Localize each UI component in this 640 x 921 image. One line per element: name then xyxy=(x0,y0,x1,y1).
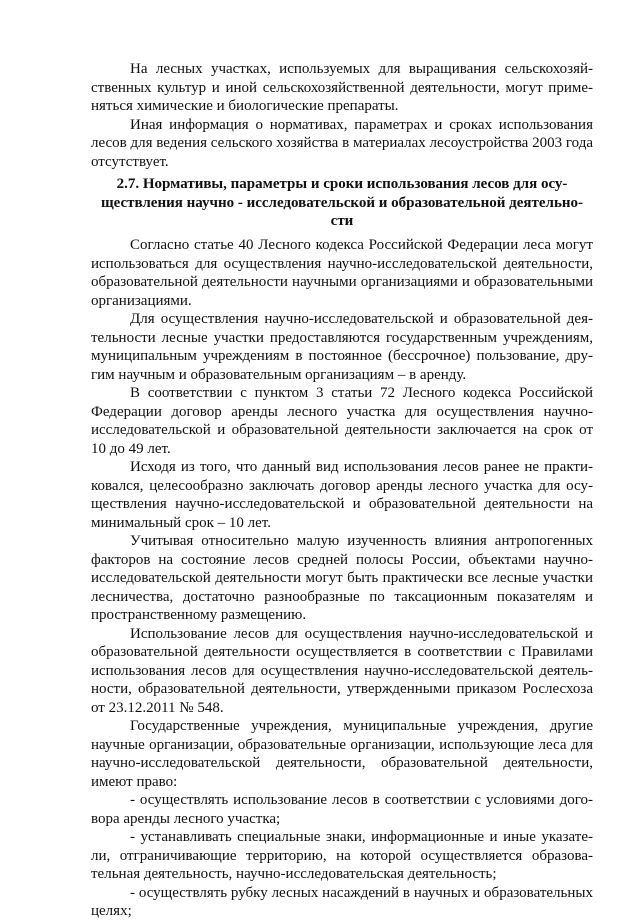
list-item-1: - осуществлять использование лесов в соответствии с условиями договора аренды лесного участка; xyxy=(91,792,593,827)
body-paragraph-1: Согласно статье 40 Лесного кодекса Российской Федерации леса могут использоваться для осуществления научно-исследовательской деятельности, образовательной деятельности научными организациями и образовательными организациями. xyxy=(91,237,593,309)
section-heading: 2.7. Нормативы, параметры и сроки использования лесов для осуществления научно - исследовательской и образовательной деятельности xyxy=(100,176,584,229)
section-heading-block xyxy=(91,175,593,231)
body-paragraph-2: Для осуществления научно-исследовательской и образовательной деятельности лесные участки предоставляются государственным учреждениям, муниципальным учреждениям в постоянное (бессрочное) пользование, другим научным и образовательным организациям – в аренду. xyxy=(91,311,593,383)
intro-paragraph-2: Иная информация о нормативах, параметрах и сроках использования лесов для ведения сельского хозяйства в материалах лесоустройства 2003 года отсутствует. xyxy=(91,116,593,170)
list-item-2: - устанавливать специальные знаки, информационные и иные указатели, отграничивающие территорию, на которой осуществляется образовательная деятельность, научно-исследовательская деятельность; xyxy=(91,829,593,882)
body-paragraph-3: В соответствии с пунктом 3 статьи 72 Лесного кодекса Российской Федерации договор аренды лесного участка для осуществления научно-исследовательской и образовательной деятельности заключается на срок от 10 до 49 лет. xyxy=(91,385,593,457)
section-body xyxy=(91,236,593,921)
body-paragraph-4: Исходя из того, что данный вид использования лесов ранее не практиковался, целесообразно заключать договор аренды лесного участка для осуществления научно-исследовательской и образовательной деятельности на минимальный срок – 10 лет. xyxy=(91,459,593,531)
body-paragraph-6: Использование лесов для осуществления научно-исследовательской и образовательной деятельности осуществляется в соответствии с Правилами использования лесов для осуществления научно-исследовательской деятельности, образовательной деятельности, утвержденными приказом Рослесхоза от 23.12.2011 № 548. xyxy=(91,625,593,716)
intro-paragraph-1: На лесных участках, используемых для выращивания сельскохозяйственных культур и иной сельскохозяйственной деятельности, могут применяться химические и биологические препараты. xyxy=(91,61,593,114)
list-item-3: - осуществлять рубку лесных насаждений в научных и образовательных целях; xyxy=(91,884,593,919)
body-paragraph-7: Государственные учреждения, муниципальные учреждения, другие научные организации, образовательные организации, использующие леса для научно-исследовательской деятельности, образовательной деятельности, имеют право: xyxy=(91,718,593,790)
body-paragraph-5: Учитывая относительно малую изученность влияния антропогенных факторов на состояние лесов средней полосы России, объектами научно-исследовательской деятельности могут быть практически все лесные участки лесничества, достаточно разнообразные по таксационным показателям и пространственному размещению. xyxy=(91,533,593,623)
intro-text-block xyxy=(91,60,593,171)
